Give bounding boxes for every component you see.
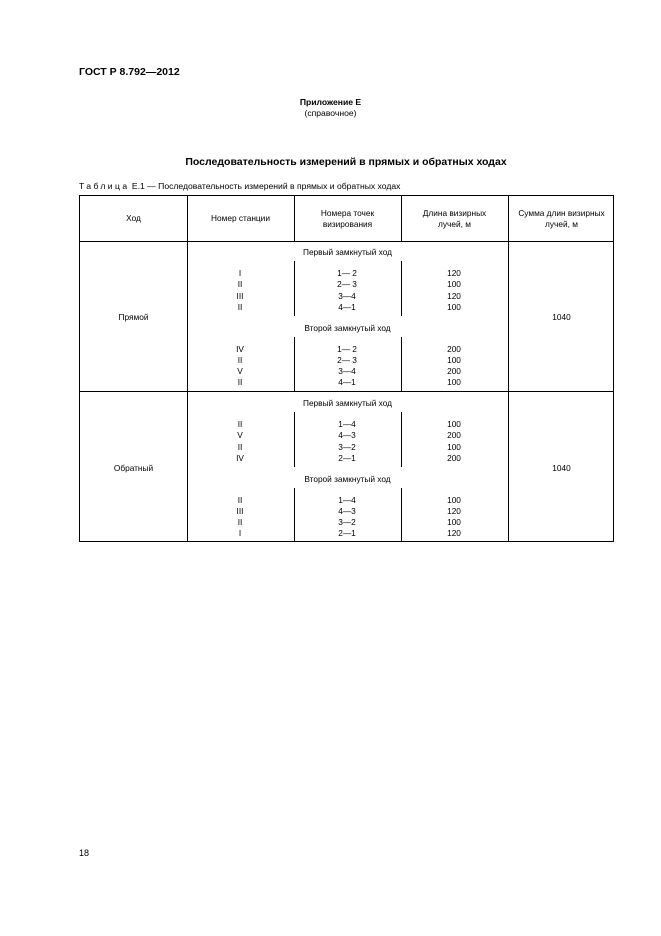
length-cell: 100	[447, 279, 461, 289]
length-cell: 200	[447, 430, 461, 440]
table-row	[187, 355, 508, 366]
header-station: Номер станции	[211, 213, 270, 223]
length-cell: 100	[447, 377, 461, 387]
points-cell: 3—4	[338, 291, 356, 301]
annex-heading	[0, 97, 661, 119]
section-title: Второй замкнутый ход	[304, 474, 391, 484]
station-cell: IV	[236, 453, 244, 463]
table-row	[187, 279, 508, 290]
station-cell: V	[237, 366, 243, 376]
group-divider	[80, 391, 613, 392]
station-cell: II	[237, 279, 243, 289]
header-divider	[80, 241, 613, 242]
table-row	[187, 344, 508, 355]
length-cell: 120	[447, 291, 461, 301]
points-cell: 1— 2	[337, 268, 357, 278]
length-cell: 100	[447, 517, 461, 527]
length-cell: 120	[447, 506, 461, 516]
table-row	[187, 442, 508, 453]
annex-type: (справочное)	[304, 108, 357, 118]
table-row	[187, 517, 508, 528]
points-cell: 1—4	[338, 495, 356, 505]
page-number: 18	[79, 848, 90, 858]
station-cell: II	[237, 355, 243, 365]
station-cell: II	[237, 495, 243, 505]
section-title: Первый замкнутый ход	[302, 398, 393, 408]
table-row	[187, 302, 508, 313]
station-cell: III	[236, 291, 244, 301]
points-cell: 2— 3	[337, 355, 357, 365]
table-row	[187, 291, 508, 302]
table-row	[187, 419, 508, 430]
section-title: Последовательность измерений в прямых и обратных ходах	[185, 156, 507, 168]
measurement-table	[79, 195, 614, 542]
points-cell: 4—1	[338, 302, 356, 312]
length-cell: 100	[447, 495, 461, 505]
table-row	[187, 453, 508, 464]
station-cell: I	[238, 268, 242, 278]
points-cell: 2—1	[338, 453, 356, 463]
station-cell: II	[237, 377, 243, 387]
table-row	[187, 528, 508, 539]
station-cell: II	[237, 302, 243, 312]
sum-value: 1040	[552, 312, 571, 322]
length-cell: 100	[447, 419, 461, 429]
length-cell: 120	[447, 528, 461, 538]
table-row	[187, 506, 508, 517]
points-cell: 4—3	[338, 430, 356, 440]
length-cell: 100	[447, 355, 461, 365]
points-cell: 3—2	[338, 517, 356, 527]
length-cell: 120	[447, 268, 461, 278]
column-divider	[508, 196, 509, 541]
table-row	[187, 268, 508, 279]
table-caption-text: Е.1 — Последовательность измерений в прямых и обратных ходах	[131, 181, 401, 191]
header-sum: Сумма длин визирных лучей, м	[518, 207, 605, 229]
points-cell: 3—4	[338, 366, 356, 376]
direction-label: Прямой	[118, 312, 149, 322]
header-length: Длина визирных лучей, м	[422, 207, 487, 229]
header-direction: Ход	[126, 213, 141, 223]
length-cell: 200	[447, 453, 461, 463]
points-cell: 4—3	[338, 506, 356, 516]
station-cell: II	[237, 442, 243, 452]
document-code: ГОСТ Р 8.792—2012	[79, 66, 180, 78]
table-row	[187, 495, 508, 506]
points-cell: 2—1	[338, 528, 356, 538]
section-title: Второй замкнутый ход	[304, 323, 391, 333]
length-cell: 100	[447, 302, 461, 312]
annex-title: Приложение Е	[299, 97, 362, 107]
station-cell: V	[237, 430, 243, 440]
table-row	[187, 377, 508, 388]
length-cell: 200	[447, 344, 461, 354]
station-cell: I	[238, 528, 242, 538]
points-cell: 1—4	[338, 419, 356, 429]
table-label: Таблица	[79, 181, 130, 191]
table-caption	[79, 181, 400, 191]
station-cell: II	[237, 419, 243, 429]
length-cell: 100	[447, 442, 461, 452]
station-cell: III	[236, 506, 244, 516]
points-cell: 2— 3	[337, 279, 357, 289]
points-cell: 4—1	[338, 377, 356, 387]
header-points: Номера точек визирования	[320, 207, 375, 229]
table-row	[187, 430, 508, 441]
length-cell: 200	[447, 366, 461, 376]
section-title: Первый замкнутый ход	[302, 247, 393, 257]
direction-label: Обратный	[113, 463, 154, 473]
station-cell: IV	[236, 344, 244, 354]
points-cell: 1— 2	[337, 344, 357, 354]
points-cell: 3—2	[338, 442, 356, 452]
sum-value: 1040	[552, 463, 571, 473]
table-row	[187, 366, 508, 377]
station-cell: II	[237, 517, 243, 527]
